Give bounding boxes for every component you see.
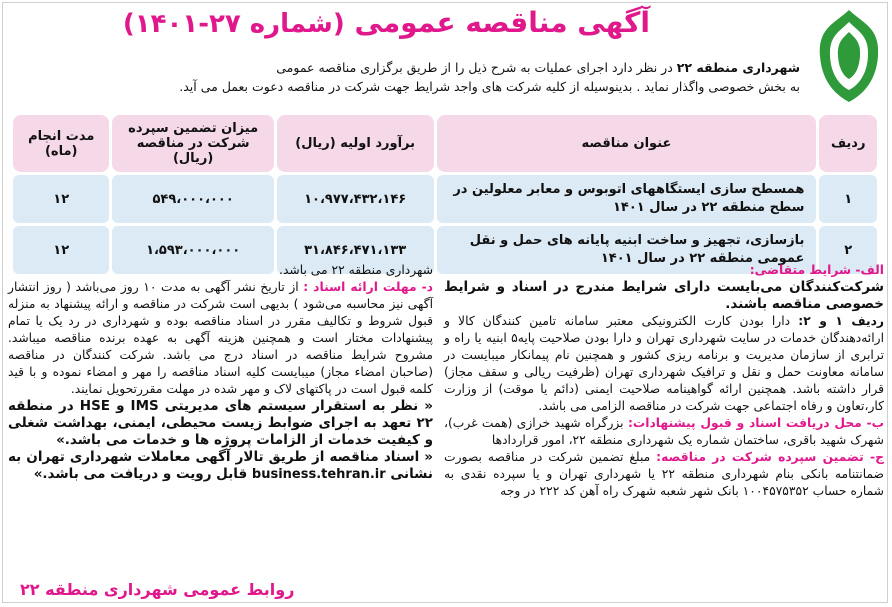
intro-text	[100, 58, 800, 96]
documents-note	[8, 449, 433, 483]
section-d-text: از تاریخ نشر آگهی به مدت ۱۰ روز می‌باشد ( روز انتشار آگهی نیز محاسبه می‌شود ) بدیهی است شرکت در مناقصه و ارائه پیشنهاد به منزله قبول شروط و تکالیف مقرر در اسناد مناقصه بوده و شهرداری در رد یک یا تمام پیشنهادات مختار است و همچنین هزینه آگهی به عهده برنده مناقصه میباشد. مشروح شرایط مناقصه در اسناد درج می باشد. شرکت کنندگان در مناقصه (صاحبان امضاء مجاز) میبایست کلیه اسناد مناقصه را مهر و امضاء نموده و با قید کلمه قبول است در پاکتهای لاک و مهر شده در مهلت مقررتحویل نمایند.	[8, 280, 433, 396]
section-b	[444, 415, 884, 449]
header-row-number: ردیف	[819, 115, 877, 172]
cell-tender-title: همسطح سازی ایستگاههای اتوبوس و معابر معلولین در سطح منطقه ۲۲ در سال ۱۴۰۱	[437, 175, 817, 223]
section-b-text: بزرگراه شهید خرازی (همت غرب)، شهرک شهید باقری، ساختمان شماره یک شهرداری منطقه ۲۲، امور قراردادها	[444, 416, 884, 447]
table-row	[13, 175, 877, 223]
tender-title: آگهی مناقصه عمومی	[354, 6, 650, 39]
documents-note-end: قابل رویت و دریافت می باشد.»	[33, 466, 252, 482]
cell-tender-title: بازسازی، تجهیز و ساخت ابنیه پایانه های حمل و نقل عمومی منطقه ۲۲ در سال ۱۴۰۱	[437, 226, 817, 274]
left-column	[8, 262, 433, 483]
header-duration: مدت انجام (ماه)	[13, 115, 109, 172]
section-c-text: مبلغ تضمین شرکت در مناقصه بصورت ضمانتنامه بانکی بنام شهرداری منطقه ۲۲ یا شهرداری تهران و یا سپرده نقدی به شماره حساب ۱۰۰۴۵۷۵۳۵۲ بانک شهر شعبه شهرک راه آهن کد ۲۲۲ در وجه	[444, 450, 884, 498]
section-d	[8, 279, 433, 398]
section-a-rows	[444, 313, 884, 415]
cell-row-number: ۱	[819, 175, 877, 223]
section-c-continuation: شهرداری منطقه ۲۲ می باشد.	[279, 263, 433, 277]
cell-row-number: ۲	[819, 226, 877, 274]
intro-line-1: در نظر دارد اجرای عملیات به شرح ذیل را از طریق برگزاری مناقصه عمومی	[276, 60, 677, 75]
cell-deposit: ۵۴۹،۰۰۰،۰۰۰	[112, 175, 273, 223]
section-a-heading: الف- شرایط متقاضی:	[749, 263, 884, 277]
section-a-rows-heading: ردیف ۱ و ۲:	[798, 314, 884, 328]
documents-note-text: « اسناد مناقصه از طریق تالار آگهی معاملات شهرداری تهران به نشانی	[8, 449, 433, 482]
tender-table	[10, 112, 880, 277]
tehran-municipality-logo	[814, 6, 884, 106]
cell-duration: ۱۲	[13, 226, 109, 274]
tender-number: (شماره ۲۷-۱۴۰۱)	[122, 9, 345, 39]
section-b-heading: ب- محل دریافت اسناد و قبول پیشنهادات:	[627, 416, 884, 430]
right-column	[444, 262, 884, 500]
intro-line-2: به بخش خصوصی واگذار نماید . بدینوسیله از کلیه شرکت های واجد شرایط جهت شرکت در مناقصه دعوت بعمل می آید.	[179, 79, 800, 94]
section-c	[444, 449, 884, 500]
section-c-heading: ج- تضمین سپرده شرکت در مناقصه:	[656, 450, 884, 464]
cell-estimate: ۱۰،۹۷۷،۴۳۲،۱۴۶	[277, 175, 434, 223]
section-a-rows-text: دارا بودن کارت الکترونیکی معتبر سامانه تامین کنندگان کالا و ارائه‌دهندگان خدمات در سایت شهرداری تهران و دارا بودن صلاحیت پایه۵ ابنیه یا راه و ترابری از سازمان مدیریت و برنامه ریزی کشور و همچنین نام پیمانکار میبایست در سامانه معاونت حمل و نقل و ترافیک شهرداری تهران (ظرفیت ریالی و سقف مجاز) قرار داشته باشد. همچنین ارائه گواهینامه صلاحیت ایمنی (دائم یا موقت) از وزارت کار،تعاون و رفاه اجتماعی جهت شرکت در مناقصه الزامی می باشد.	[444, 314, 884, 413]
section-a-text: شرکت‌کنندگان می‌بایست دارای شرایط مندرج در اسناد و شرایط خصوصی مناقصه باشند.	[444, 279, 884, 312]
footer-signature: روابط عمومی شهرداری منطقه ۲۲	[20, 580, 295, 599]
intro-org: شهرداری منطقه ۲۲	[676, 60, 800, 75]
hse-note: « نظر به استقرار سیستم های مدیریتی IMS و HSE در منطقه ۲۲ تعهد به اجرای ضوابط زیست محیطی، ایمنی، بهداشت شغلی و کیفیت خدمات از الزامات پروژه ها و خدمات می باشد.»	[8, 398, 433, 448]
cell-estimate: ۳۱،۸۴۶،۴۷۱،۱۳۳	[277, 226, 434, 274]
table-header-row	[13, 115, 877, 172]
website-link[interactable]: business.tehran.ir	[251, 467, 386, 482]
section-d-heading: د- مهلت ارائه اسناد :	[303, 280, 433, 294]
cell-duration: ۱۲	[13, 175, 109, 223]
header-tender-title: عنوان مناقصه	[437, 115, 817, 172]
header-deposit: میزان تضمین سپرده شرکت در مناقصه (ریال)	[112, 115, 273, 172]
page-title	[122, 6, 650, 39]
cell-deposit: ۱،۵۹۳،۰۰۰،۰۰۰	[112, 226, 273, 274]
header-estimate: برآورد اولیه (ریال)	[277, 115, 434, 172]
